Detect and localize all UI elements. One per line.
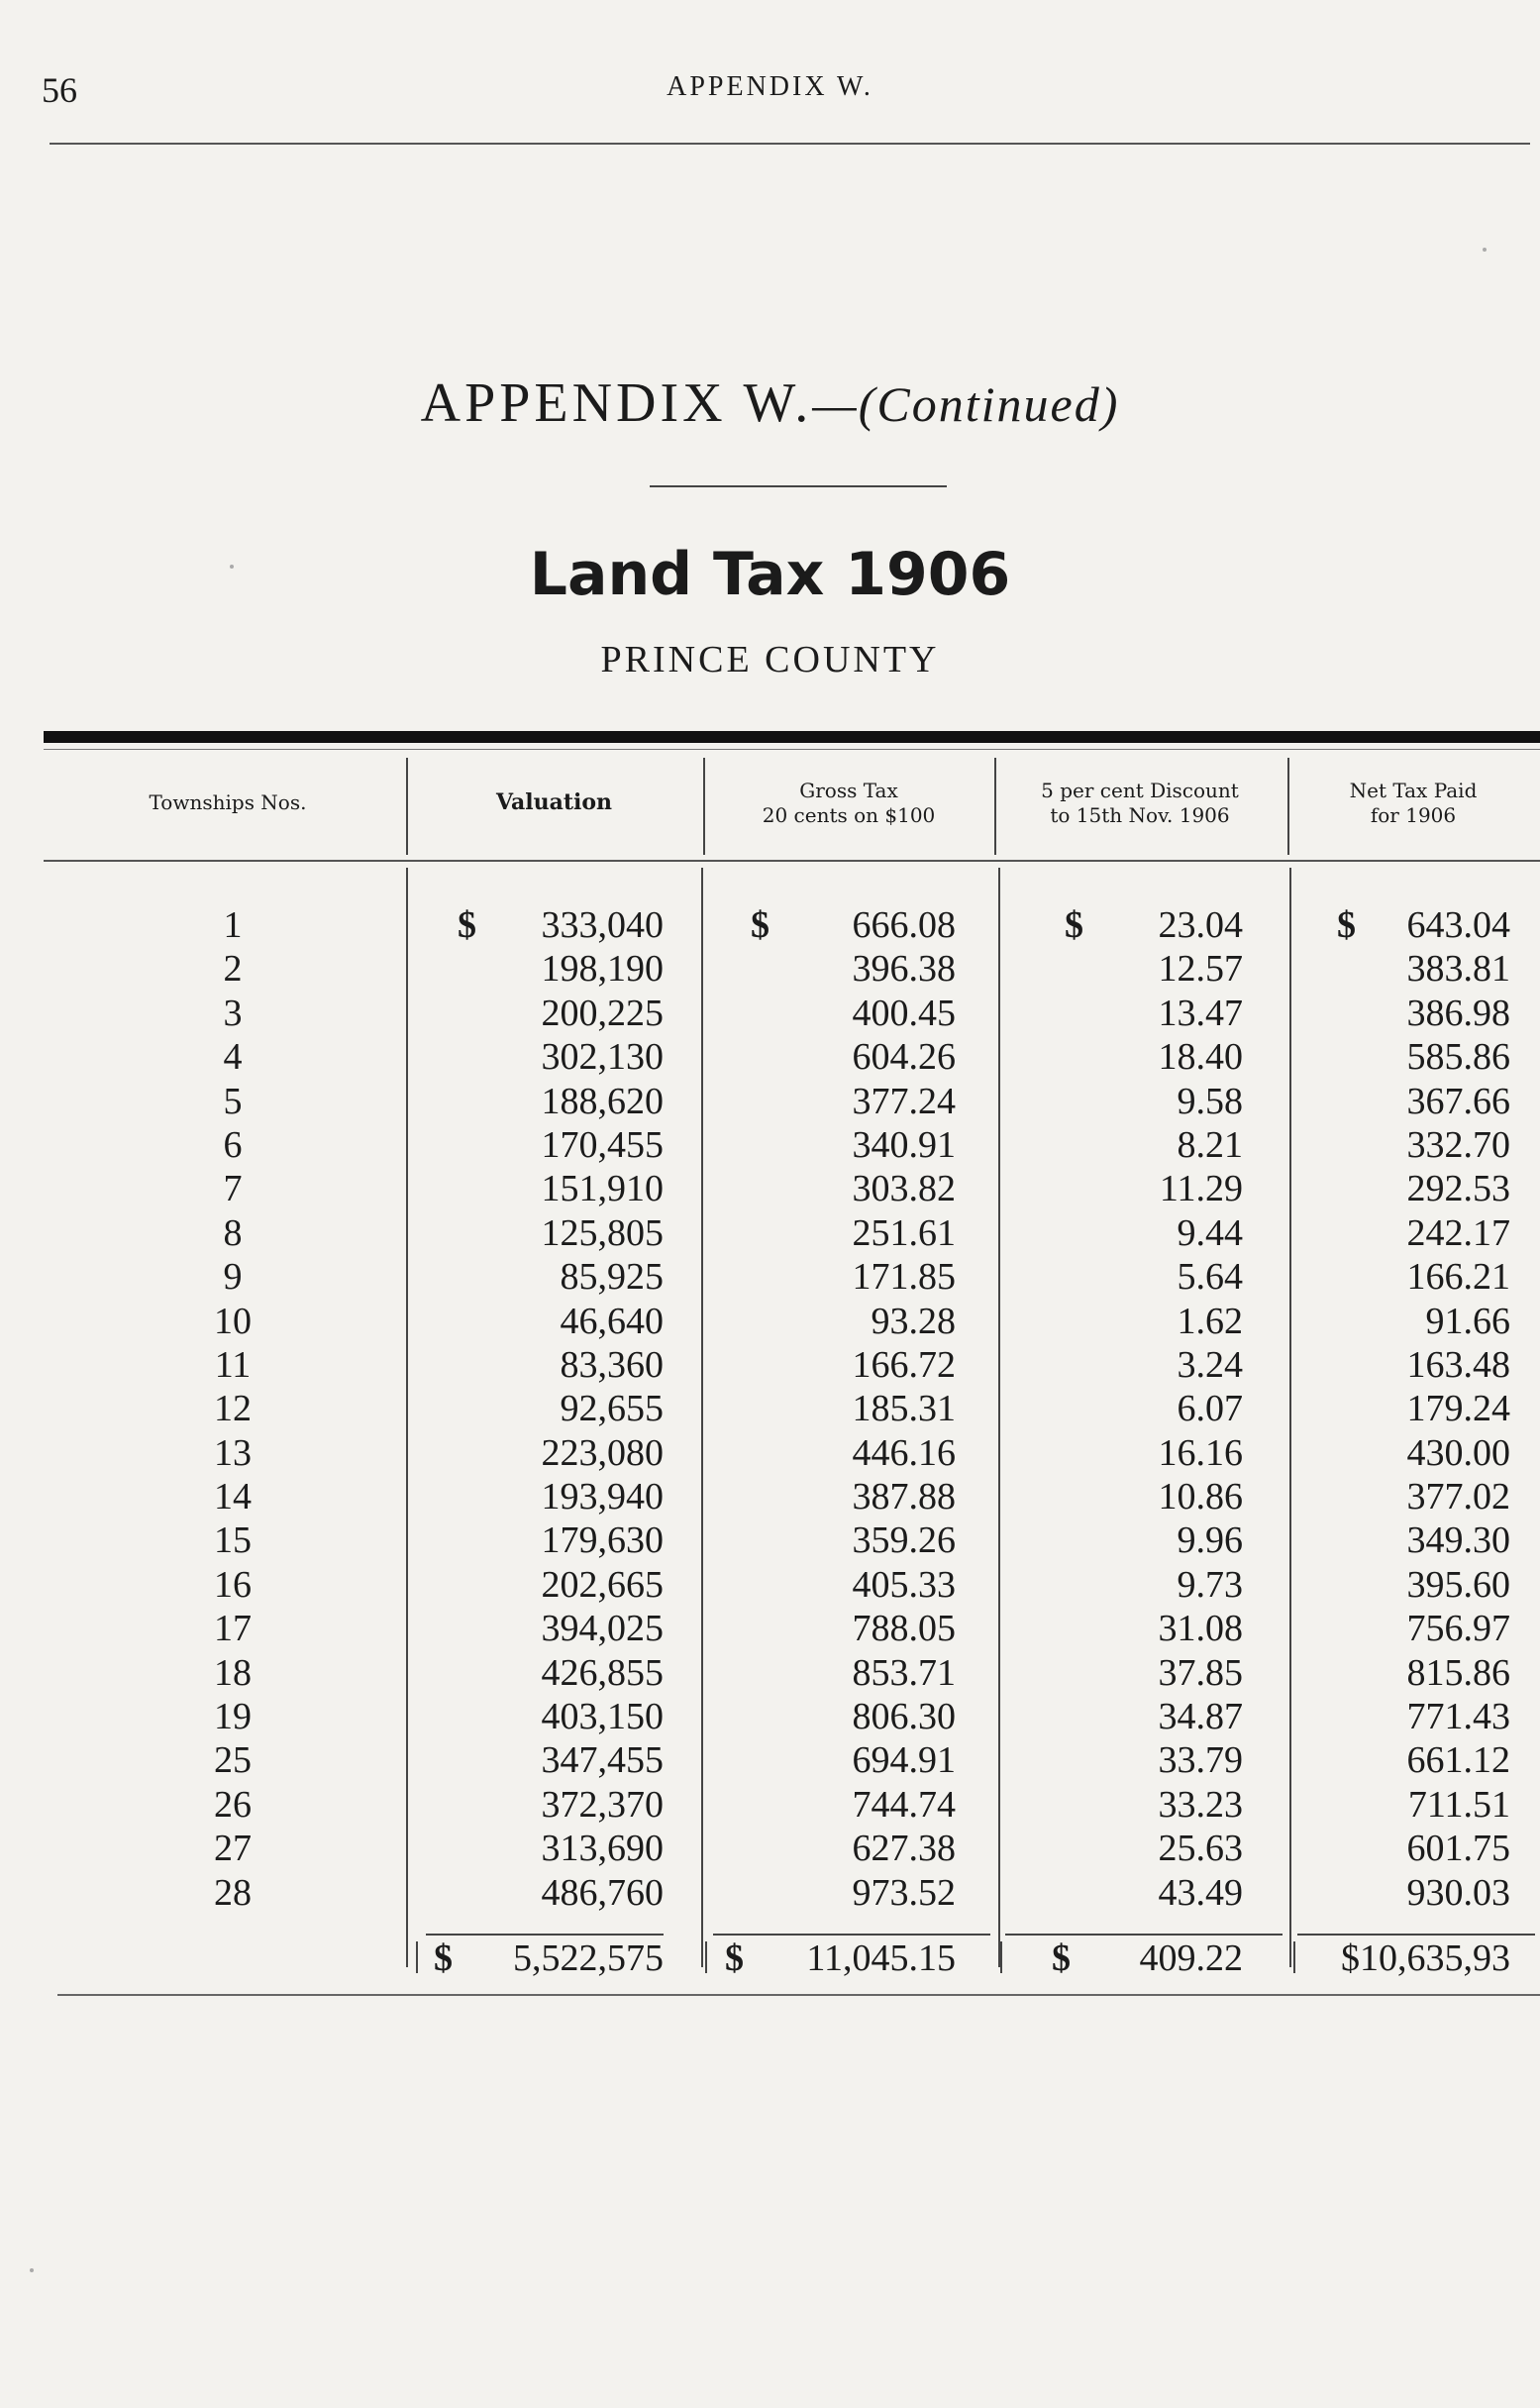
gross-tax-cell: 853.71 xyxy=(852,1651,956,1694)
discount-cell: 9.44 xyxy=(1177,1211,1243,1254)
header-net-tax xyxy=(1289,779,1537,828)
valuation-cell: 202,665 xyxy=(541,1563,664,1606)
header-gross-tax-line1: Gross Tax xyxy=(799,779,898,802)
gross-tax-cell: 627.38 xyxy=(852,1828,956,1870)
valuation-cell: 403,150 xyxy=(541,1696,664,1738)
header-net-tax-line2: for 1906 xyxy=(1370,803,1457,827)
township-number: 17 xyxy=(214,1608,252,1650)
discount-cell: 33.23 xyxy=(1158,1783,1243,1826)
column-rule xyxy=(1287,758,1289,855)
gross-tax-cell: 446.16 xyxy=(852,1431,956,1474)
valuation-cell: 85,925 xyxy=(560,1256,664,1299)
discount-cell: 37.85 xyxy=(1158,1651,1243,1694)
township-number: 19 xyxy=(214,1696,252,1738)
net-tax-cell: 756.97 xyxy=(1406,1608,1510,1650)
header-discount-line1: 5 per cent Discount xyxy=(1041,779,1239,802)
county-name: PRINCE COUNTY xyxy=(600,639,940,681)
township-number: 3 xyxy=(223,992,243,1034)
discount-cell: 25.63 xyxy=(1158,1828,1243,1870)
valuation-cell: 188,620 xyxy=(541,1080,664,1122)
column-rule xyxy=(1289,868,1291,1967)
table-bottom-rule xyxy=(57,1994,1540,1996)
gross-tax-dollar-sign: $ xyxy=(751,904,770,946)
township-number: 25 xyxy=(214,1739,252,1782)
scan-speck xyxy=(1483,248,1487,252)
net-tax-column xyxy=(1317,903,1510,1915)
net-tax-cell: 377.02 xyxy=(1406,1476,1510,1518)
township-number: 27 xyxy=(214,1828,252,1870)
discount-cell: 16.16 xyxy=(1158,1431,1243,1474)
valuation-cell: 46,640 xyxy=(560,1300,664,1342)
discount-cell: 11.29 xyxy=(1159,1168,1243,1210)
net-tax-cell: 601.75 xyxy=(1406,1828,1510,1870)
discount-cell: 43.49 xyxy=(1158,1871,1243,1914)
net-tax-cell: 386.98 xyxy=(1406,992,1510,1034)
discount-cell: 3.24 xyxy=(1177,1343,1243,1386)
gross-tax-cell: 744.74 xyxy=(852,1783,956,1826)
header-gross-tax xyxy=(705,779,992,828)
net-tax-cell: 711.51 xyxy=(1407,1783,1510,1826)
net-tax-dollar-sign: $ xyxy=(1337,904,1356,946)
valuation-cell: 198,190 xyxy=(541,948,664,991)
gross-tax-column xyxy=(733,903,956,1915)
net-tax-total-rule xyxy=(1297,1934,1535,1936)
discount-cell: 12.57 xyxy=(1158,948,1243,991)
net-tax-cell: 91.66 xyxy=(1425,1300,1510,1342)
valuation-cell: 92,655 xyxy=(560,1388,664,1430)
column-rule xyxy=(703,758,705,855)
discount-cell: 6.07 xyxy=(1177,1388,1243,1430)
valuation-total: 5,522,575 xyxy=(513,1937,664,1979)
valuation-column xyxy=(426,903,664,1915)
net-tax-cell: 815.86 xyxy=(1406,1651,1510,1694)
net-tax-cell: 242.17 xyxy=(1406,1211,1510,1254)
scan-speck xyxy=(30,2268,34,2272)
valuation-cell: 347,455 xyxy=(541,1739,664,1782)
valuation-cell: 426,855 xyxy=(541,1651,664,1694)
discount-cell: 9.73 xyxy=(1177,1563,1243,1606)
page-number: 56 xyxy=(42,70,77,110)
discount-cell: 34.87 xyxy=(1158,1696,1243,1738)
gross-tax-cell: 185.31 xyxy=(852,1388,956,1430)
township-number: 9 xyxy=(223,1256,243,1299)
net-tax-cell: 383.81 xyxy=(1406,948,1510,991)
total-rule xyxy=(416,1941,418,1973)
gross-tax-cell: 171.85 xyxy=(852,1256,956,1299)
valuation-cell: 151,910 xyxy=(541,1168,664,1210)
appendix-title-continued: —(Continued) xyxy=(812,376,1120,432)
valuation-cell: 223,080 xyxy=(541,1431,664,1474)
valuation-cell: 179,630 xyxy=(541,1519,664,1562)
township-number: 13 xyxy=(214,1431,252,1474)
appendix-title xyxy=(0,371,1540,435)
valuation-cell: 170,455 xyxy=(541,1123,664,1166)
gross-tax-cell: 694.91 xyxy=(852,1739,956,1782)
column-rule xyxy=(994,758,996,855)
township-number: 15 xyxy=(214,1519,252,1562)
gross-tax-cell: 359.26 xyxy=(852,1519,956,1562)
valuation-dollar-sign: $ xyxy=(458,904,476,946)
township-number: 7 xyxy=(223,1168,243,1210)
valuation-cell: 83,360 xyxy=(560,1343,664,1386)
township-number: 2 xyxy=(223,948,243,991)
net-tax-cell: 179.24 xyxy=(1406,1388,1510,1430)
valuation-cell: 486,760 xyxy=(541,1871,664,1914)
net-tax-cell: 367.66 xyxy=(1406,1080,1510,1122)
discount-column xyxy=(1050,903,1243,1915)
discount-cell: 13.47 xyxy=(1158,992,1243,1034)
discount-dollar-sign: $ xyxy=(1065,904,1083,946)
net-tax-cell: 332.70 xyxy=(1406,1123,1510,1166)
discount-cell: 10.86 xyxy=(1158,1476,1243,1518)
gross-tax-cell: 377.24 xyxy=(852,1080,956,1122)
valuation-cell: 313,690 xyxy=(541,1828,664,1870)
net-tax-cell: 430.00 xyxy=(1406,1431,1510,1474)
township-number: 16 xyxy=(214,1563,252,1606)
gross-tax-cell: 340.91 xyxy=(852,1123,956,1166)
net-tax-cell: 930.03 xyxy=(1406,1871,1510,1914)
column-rule xyxy=(701,868,703,1967)
township-number: 26 xyxy=(214,1783,252,1826)
gross-tax-cell: 788.05 xyxy=(852,1608,956,1650)
valuation-cell: 125,805 xyxy=(541,1211,664,1254)
header-rule xyxy=(50,143,1530,145)
scan-speck xyxy=(230,565,234,569)
gross-tax-cell: 806.30 xyxy=(852,1696,956,1738)
header-gross-tax-line2: 20 cents on $100 xyxy=(762,803,936,827)
gross-tax-cell: 396.38 xyxy=(852,948,956,991)
township-number: 5 xyxy=(223,1080,243,1122)
valuation-cell: 394,025 xyxy=(541,1608,664,1650)
total-rule xyxy=(705,1941,707,1973)
gross-tax-total-dollar: $ xyxy=(725,1937,744,1979)
township-number: 6 xyxy=(223,1123,243,1166)
gross-tax-cell: 666.08 xyxy=(852,904,956,946)
gross-tax-cell: 251.61 xyxy=(852,1211,956,1254)
header-valuation-label: Valuation xyxy=(495,789,613,815)
table-top-thick-rule xyxy=(44,731,1540,743)
discount-cell: 1.62 xyxy=(1177,1300,1243,1342)
header-net-tax-line1: Net Tax Paid xyxy=(1349,779,1478,802)
net-tax-cell: 643.04 xyxy=(1406,904,1510,946)
header-townships-label: Townships Nos. xyxy=(149,790,307,814)
total-rule xyxy=(1293,1941,1295,1973)
discount-cell: 33.79 xyxy=(1158,1739,1243,1782)
township-number: 4 xyxy=(223,1036,243,1079)
valuation-cell: 372,370 xyxy=(541,1783,664,1826)
township-number: 1 xyxy=(223,904,243,946)
header-valuation xyxy=(408,790,700,815)
discount-cell: 31.08 xyxy=(1158,1608,1243,1650)
discount-cell: 18.40 xyxy=(1158,1036,1243,1079)
gross-tax-total-rule xyxy=(713,1934,990,1936)
discount-total-dollar: $ xyxy=(1052,1937,1071,1979)
net-tax-cell: 585.86 xyxy=(1406,1036,1510,1079)
townships-column xyxy=(139,903,327,1915)
column-rule xyxy=(406,758,408,855)
discount-cell: 5.64 xyxy=(1177,1256,1243,1299)
net-tax-cell: 661.12 xyxy=(1406,1739,1510,1782)
net-tax-total: $10,635,93 xyxy=(1341,1937,1510,1979)
gross-tax-cell: 604.26 xyxy=(852,1036,956,1079)
net-tax-cell: 292.53 xyxy=(1406,1168,1510,1210)
column-rule xyxy=(998,868,1000,1967)
gross-tax-cell: 973.52 xyxy=(852,1871,956,1914)
discount-cell: 23.04 xyxy=(1158,904,1243,946)
discount-total: 409.22 xyxy=(1139,1937,1243,1979)
total-rule xyxy=(1000,1941,1002,1973)
discount-cell: 8.21 xyxy=(1177,1123,1243,1166)
net-tax-cell: 349.30 xyxy=(1406,1519,1510,1562)
discount-cell: 9.58 xyxy=(1177,1080,1243,1122)
gross-tax-cell: 405.33 xyxy=(852,1563,956,1606)
township-number: 14 xyxy=(214,1476,252,1518)
valuation-cell: 193,940 xyxy=(541,1476,664,1518)
gross-tax-cell: 166.72 xyxy=(852,1343,956,1386)
valuation-cell: 200,225 xyxy=(541,992,664,1034)
header-discount xyxy=(996,779,1283,828)
net-tax-cell: 395.60 xyxy=(1406,1563,1510,1606)
header-bottom-rule xyxy=(44,860,1540,862)
gross-tax-cell: 387.88 xyxy=(852,1476,956,1518)
appendix-title-main: APPENDIX W. xyxy=(420,372,813,434)
valuation-cell: 333,040 xyxy=(541,904,664,946)
gross-tax-cell: 303.82 xyxy=(852,1168,956,1210)
township-number: 8 xyxy=(223,1211,243,1254)
township-number: 28 xyxy=(214,1871,252,1914)
table-top-thin-rule xyxy=(44,749,1540,750)
title-divider xyxy=(650,485,947,487)
table-title: Land Tax 1906 xyxy=(529,540,1011,609)
header-discount-line2: to 15th Nov. 1906 xyxy=(1050,803,1230,827)
township-number: 10 xyxy=(214,1300,252,1342)
gross-tax-total: 11,045.15 xyxy=(806,1937,956,1979)
running-head: APPENDIX W. xyxy=(667,71,873,102)
discount-cell: 9.96 xyxy=(1177,1519,1243,1562)
valuation-cell: 302,130 xyxy=(541,1036,664,1079)
gross-tax-cell: 93.28 xyxy=(871,1300,956,1342)
header-townships xyxy=(59,790,396,815)
net-tax-cell: 771.43 xyxy=(1406,1696,1510,1738)
net-tax-cell: 163.48 xyxy=(1406,1343,1510,1386)
township-number: 18 xyxy=(214,1651,252,1694)
township-number: 12 xyxy=(214,1388,252,1430)
valuation-total-dollar: $ xyxy=(434,1937,453,1979)
net-tax-cell: 166.21 xyxy=(1406,1256,1510,1299)
valuation-total-rule xyxy=(426,1934,664,1936)
township-number: 11 xyxy=(214,1343,252,1386)
gross-tax-cell: 400.45 xyxy=(852,992,956,1034)
column-rule xyxy=(406,868,408,1967)
discount-total-rule xyxy=(1005,1934,1283,1936)
